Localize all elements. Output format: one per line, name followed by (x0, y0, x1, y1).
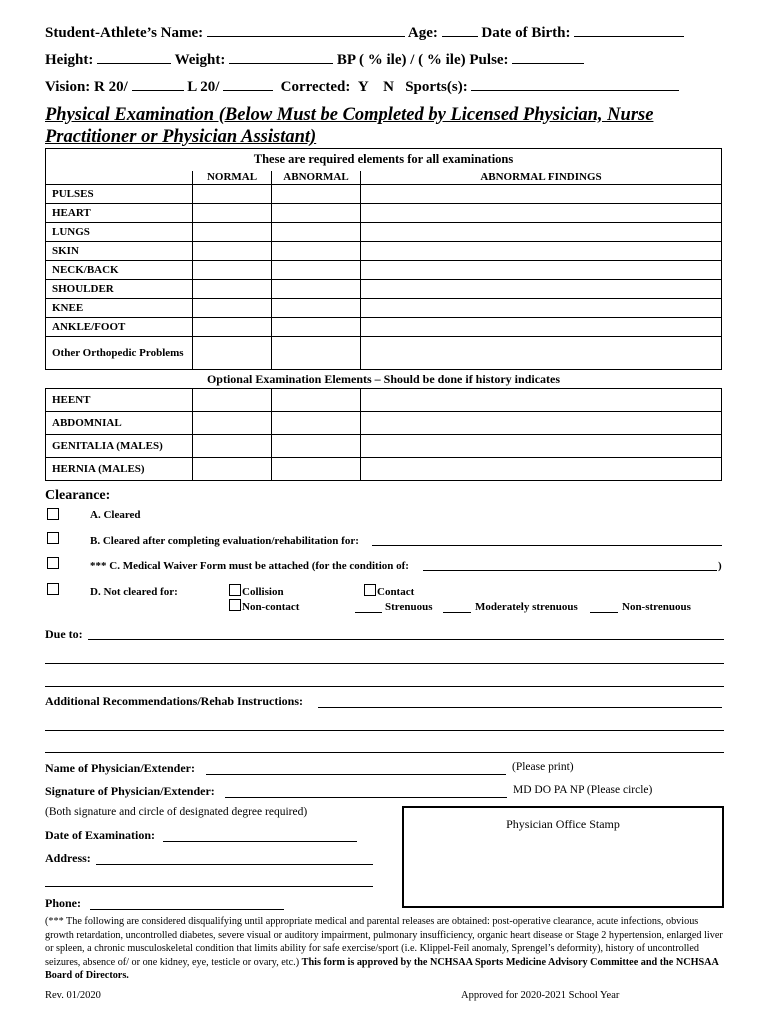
stamp-label: Physician Office Stamp (506, 817, 620, 831)
row-label: ANKLE/FOOT (46, 318, 193, 337)
pulse-field[interactable] (512, 51, 584, 64)
recommend-field[interactable] (318, 695, 722, 708)
physician-stamp-box[interactable] (402, 806, 724, 908)
cleared-after-field[interactable] (372, 533, 722, 546)
findings-cell[interactable] (361, 204, 722, 223)
contact-checkbox[interactable] (364, 584, 376, 596)
table-row (46, 435, 722, 458)
due-to-line-3[interactable] (45, 674, 724, 687)
normal-cell[interactable] (193, 280, 272, 299)
due-to-field[interactable] (88, 627, 724, 640)
findings-cell[interactable] (361, 299, 722, 318)
table-row (46, 223, 722, 242)
revision: Rev. 01/2020 (45, 990, 101, 1001)
row-label: KNEE (46, 299, 193, 318)
optional-table (45, 388, 722, 481)
table-row (46, 318, 722, 337)
abnormal-cell[interactable] (272, 280, 361, 299)
vision-line (45, 78, 725, 96)
normal-cell[interactable] (193, 318, 272, 337)
abnormal-cell[interactable] (272, 412, 361, 435)
exam-date-field[interactable] (163, 829, 357, 842)
normal-cell[interactable] (193, 337, 272, 370)
nonstrenuous-label: Non-strenuous (622, 601, 691, 613)
corrected-yes[interactable]: Y (357, 79, 369, 95)
sports-field[interactable] (471, 78, 679, 91)
row-label: SKIN (46, 242, 193, 261)
row-label: ABDOMNIAL (46, 412, 193, 435)
normal-cell[interactable] (193, 185, 272, 204)
phone-field[interactable] (90, 897, 284, 910)
moderately-label: Moderately strenuous (475, 601, 578, 613)
footnote-approval: This form is approved by the NCHSAA Sports Medicine Advisory Committee and the NCHSAA Board of Directors. (45, 956, 719, 981)
both-note: (Both signature and circle of designated degree required) (45, 806, 308, 818)
findings-cell[interactable] (361, 185, 722, 204)
row-label: HEART (46, 204, 193, 223)
vision-r-field[interactable] (132, 78, 184, 91)
col-findings: ABNORMAL FINDINGS (361, 171, 722, 185)
normal-cell[interactable] (193, 435, 272, 458)
dob-label: Date of Birth: (481, 25, 571, 41)
findings-cell[interactable] (361, 280, 722, 299)
normal-cell[interactable] (193, 299, 272, 318)
not-cleared-checkbox[interactable] (47, 583, 59, 595)
footnote (45, 915, 727, 983)
table-row (46, 458, 722, 481)
abnormal-cell[interactable] (272, 299, 361, 318)
nonstrenuous-field[interactable] (590, 600, 618, 613)
normal-cell[interactable] (193, 261, 272, 280)
abnormal-cell[interactable] (272, 204, 361, 223)
recommend-line-3[interactable] (45, 740, 724, 753)
row-label: HERNIA (MALES) (46, 458, 193, 481)
cleared-label: A. Cleared (90, 509, 141, 521)
degrees-circle[interactable]: MD DO PA NP (Please circle) (513, 784, 653, 796)
normal-cell[interactable] (193, 458, 272, 481)
approved-year: Approved for 2020-2021 School Year (461, 990, 620, 1001)
table-row (46, 280, 722, 299)
collision-label: Collision (242, 586, 284, 598)
table-row (46, 261, 722, 280)
recommend-label: Additional Recommendations/Rehab Instructions: (45, 694, 304, 708)
table-row (46, 299, 722, 318)
table-row (46, 242, 722, 261)
noncontact-label: Non-contact (242, 601, 300, 613)
row-label: GENITALIA (MALES) (46, 435, 193, 458)
row-label: SHOULDER (46, 280, 193, 299)
abnormal-cell[interactable] (272, 435, 361, 458)
collision-checkbox[interactable] (229, 584, 241, 596)
row-label: NECK/BACK (46, 261, 193, 280)
strenuous-field[interactable] (355, 600, 382, 613)
section-title: Physical Examination (Below Must be Completed by Licensed Physician, Nurse Practitioner or Physician Assistant) (45, 105, 654, 147)
physician-name-label: Name of Physician/Extender: (45, 761, 195, 775)
findings-cell[interactable] (361, 389, 722, 412)
waiver-field[interactable] (423, 558, 717, 571)
waiver-label: *** C. Medical Waiver Form must be attached (for the condition of: (90, 560, 409, 572)
normal-cell[interactable] (193, 204, 272, 223)
findings-cell[interactable] (361, 435, 722, 458)
bp-label: BP ( % ile) / ( % ile) (336, 52, 466, 68)
physician-name-field[interactable] (206, 762, 506, 775)
corrected-label: Corrected: (280, 79, 351, 95)
col-normal: NORMAL (193, 171, 272, 185)
vision-l-field[interactable] (223, 78, 273, 91)
abnormal-cell[interactable] (272, 337, 361, 370)
height-line (45, 51, 725, 69)
name-line (45, 24, 725, 42)
findings-cell[interactable] (361, 337, 722, 370)
waiver-close-paren: ) (718, 560, 722, 572)
normal-cell[interactable] (193, 412, 272, 435)
table-row (46, 412, 722, 435)
dob-field[interactable] (574, 24, 684, 37)
pulse-label: Pulse: (469, 52, 509, 68)
table-row (46, 337, 722, 370)
findings-cell[interactable] (361, 412, 722, 435)
cleared-checkbox[interactable] (47, 508, 59, 520)
address-line-2[interactable] (45, 874, 373, 887)
sports-label: Sports(s): (405, 79, 468, 95)
vision-l-label: L 20/ (187, 79, 220, 95)
waiver-checkbox[interactable] (47, 557, 59, 569)
row-label: PULSES (46, 185, 193, 204)
normal-cell[interactable] (193, 223, 272, 242)
not-cleared-label: D. Not cleared for: (90, 586, 178, 598)
strenuous-label: Strenuous (385, 601, 433, 613)
findings-cell[interactable] (361, 261, 722, 280)
findings-cell[interactable] (361, 223, 722, 242)
optional-caption: Optional Examination Elements – Should be done if history indicates (206, 372, 561, 386)
abnormal-cell[interactable] (272, 318, 361, 337)
abnormal-cell[interactable] (272, 261, 361, 280)
height-label: Height: (45, 52, 94, 68)
corrected-no[interactable]: N (383, 79, 394, 95)
moderately-field[interactable] (443, 600, 471, 613)
height-field[interactable] (97, 51, 171, 64)
phone-label: Phone: (45, 896, 81, 910)
recommend-line-2[interactable] (45, 718, 724, 731)
findings-cell[interactable] (361, 318, 722, 337)
table-row (46, 185, 722, 204)
signature-label: Signature of Physician/Extender: (45, 784, 215, 798)
address-label: Address: (45, 851, 91, 865)
name-label: Student-Athlete’s Name: (45, 25, 204, 41)
normal-cell[interactable] (193, 242, 272, 261)
please-print: (Please print) (512, 761, 574, 773)
due-to-label: Due to: (45, 627, 83, 641)
cleared-after-label: B. Cleared after completing evaluation/rehabilitation for: (90, 535, 359, 547)
noncontact-checkbox[interactable] (229, 599, 241, 611)
cleared-after-checkbox[interactable] (47, 532, 59, 544)
exam-date-label: Date of Examination: (45, 828, 155, 842)
abnormal-cell[interactable] (272, 223, 361, 242)
name-field[interactable] (207, 24, 405, 37)
table-row (46, 389, 722, 412)
address-field[interactable] (96, 852, 373, 865)
age-label: Age: (407, 25, 438, 41)
weight-field[interactable] (229, 51, 333, 64)
findings-cell[interactable] (361, 242, 722, 261)
abnormal-cell[interactable] (272, 389, 361, 412)
normal-cell[interactable] (193, 389, 272, 412)
contact-label: Contact (377, 586, 415, 598)
table-row (46, 204, 722, 223)
vision-r-label: Vision: R 20/ (45, 79, 128, 95)
due-to-line-2[interactable] (45, 651, 724, 664)
required-table (45, 148, 722, 370)
row-label: HEENT (46, 389, 193, 412)
abnormal-cell[interactable] (272, 242, 361, 261)
abnormal-cell[interactable] (272, 458, 361, 481)
findings-cell[interactable] (361, 458, 722, 481)
abnormal-cell[interactable] (272, 185, 361, 204)
clearance-label: Clearance: (45, 488, 111, 503)
age-field[interactable] (442, 24, 478, 37)
footnote-text: (*** The following are considered disqualifying until appropriate medical and parental releases are obtained: post-operative clearance, acute infections, obvious growth retardation, uncontrolled diabetes, severe visual or auditory impairment, pulmonary insufficiency, organic heart disease or Stage 2 hypertension, enlarged liver or spleen, a chronic musculoskeletal condition that limits ability for safe exercise/sport (i.e. Klippel-Feil anomaly, Sprengel’s deformity), history of uncontrolled seizures, absence of/ or one kidney, eye, testicle or ovary, etc.) (45, 916, 723, 968)
col-abnormal: ABNORMAL (272, 171, 361, 185)
row-label: Other Orthopedic Problems (46, 337, 193, 370)
weight-label: Weight: (174, 52, 226, 68)
row-label: LUNGS (46, 223, 193, 242)
required-caption: These are required elements for all examinations (253, 152, 514, 166)
signature-field[interactable] (225, 785, 507, 798)
